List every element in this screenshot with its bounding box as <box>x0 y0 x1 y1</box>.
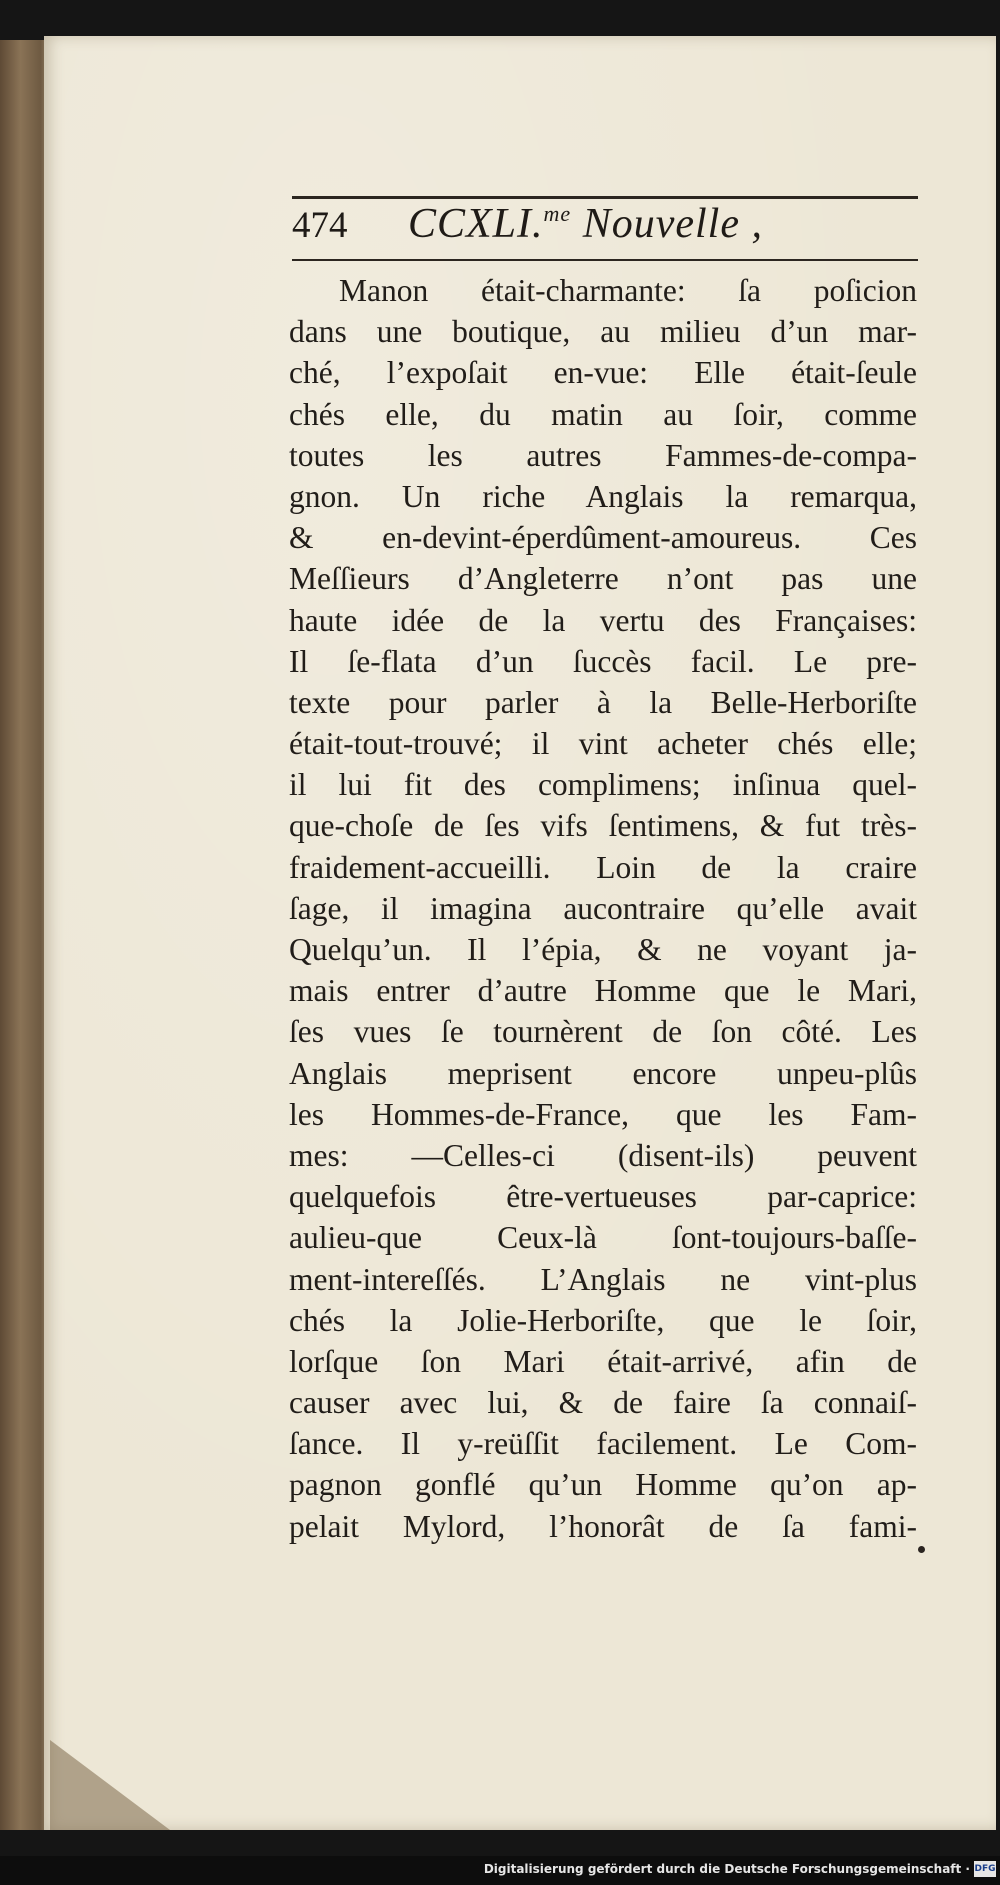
text-line: Manon était-charmante: ſa poſicion <box>339 273 917 308</box>
digitization-credit: Digitalisierung gefördert durch die Deutsche Forschungsgemeinschaft · <box>483 1862 970 1876</box>
text-line: causer avec lui, & de faire ſa connaiſ- <box>289 1385 917 1421</box>
text-line: pelait Mylord, l’honorât de ſa fami- <box>289 1508 917 1544</box>
chapter-title-rest: Nouvelle , <box>571 201 763 247</box>
running-head <box>290 196 920 258</box>
dfg-logo: DFG <box>974 1861 996 1877</box>
text-line: haute idée de la vertu des Françaises: <box>289 602 917 638</box>
text-line: gnon. Un riche Anglais la remarqua, <box>289 478 917 514</box>
text-line: texte pour parler à la Belle-Herboriſte <box>289 684 917 720</box>
text-line: aulieu-que Ceux-là ſont-toujours-baſſe- <box>289 1220 917 1256</box>
body-text <box>289 270 917 1547</box>
text-line: toutes les autres Fammes-de-compa- <box>289 437 917 473</box>
text-line: lorſque ſon Mari était-arrivé, afin de <box>289 1343 917 1379</box>
text-line: Anglais meprisent encore unpeu-plûs <box>289 1055 917 1091</box>
text-line: ſance. Il y-reüſſit facilement. Le Com- <box>289 1426 917 1462</box>
text-line: mais entrer d’autre Homme que le Mari, <box>289 973 917 1009</box>
page-number: 474 <box>292 205 348 246</box>
text-line: ment-intereſſés. L’Anglais ne vint-plus <box>289 1261 917 1297</box>
text-line: chés la Jolie-Herboriſte, que le ſoir, <box>289 1302 917 1338</box>
text-line: ſage, il imagina aucontraire qu’elle avait <box>289 890 917 926</box>
text-line: dans une boutique, au milieu d’un mar- <box>289 314 917 350</box>
text-line: quelquefois être-vertueuses par-caprice: <box>289 1179 917 1215</box>
text-line: il lui fit des complimens; inſinua quel- <box>289 767 917 803</box>
chapter-title <box>408 200 763 248</box>
text-line: pagnon gonflé qu’un Homme qu’on ap- <box>289 1467 917 1503</box>
page-corner-shadow <box>50 1740 170 1830</box>
text-line: fraidement-accueilli. Loin de la craire <box>289 849 917 885</box>
chapter-title-main: CCXLI. <box>408 201 544 247</box>
text-line: que-choſe de ſes vifs ſentimens, & fut très- <box>289 808 917 844</box>
text-line: & en-devint-éperdûment-amoureus. Ces <box>289 520 917 556</box>
text-line: ſes vues ſe tournèrent de ſon côté. Les <box>289 1014 917 1050</box>
text-line: mes: —Celles-ci (disent-ils) peuvent <box>289 1137 917 1173</box>
text-line: les Hommes-de-France, que les Fam- <box>289 1096 917 1132</box>
credit-bar <box>0 1856 1000 1885</box>
text-line: Meſſieurs d’Angleterre n’ont pas une <box>289 561 917 597</box>
text-line: chés elle, du matin au ſoir, comme <box>289 396 917 432</box>
text-line: Il ſe-flata d’un ſuccès facil. Le pre- <box>289 643 917 679</box>
text-line: Quelqu’un. Il l’épia, & ne voyant ja- <box>289 932 917 967</box>
text-line: était-tout-trouvé; il vint acheter chés elle; <box>289 726 917 762</box>
chapter-title-superscript: me <box>543 201 572 226</box>
text-line: ché, l’expoſait en-vue: Elle était-ſeule <box>289 355 917 391</box>
header-rule-bottom <box>292 259 918 261</box>
catch-mark-dot <box>918 1546 925 1553</box>
